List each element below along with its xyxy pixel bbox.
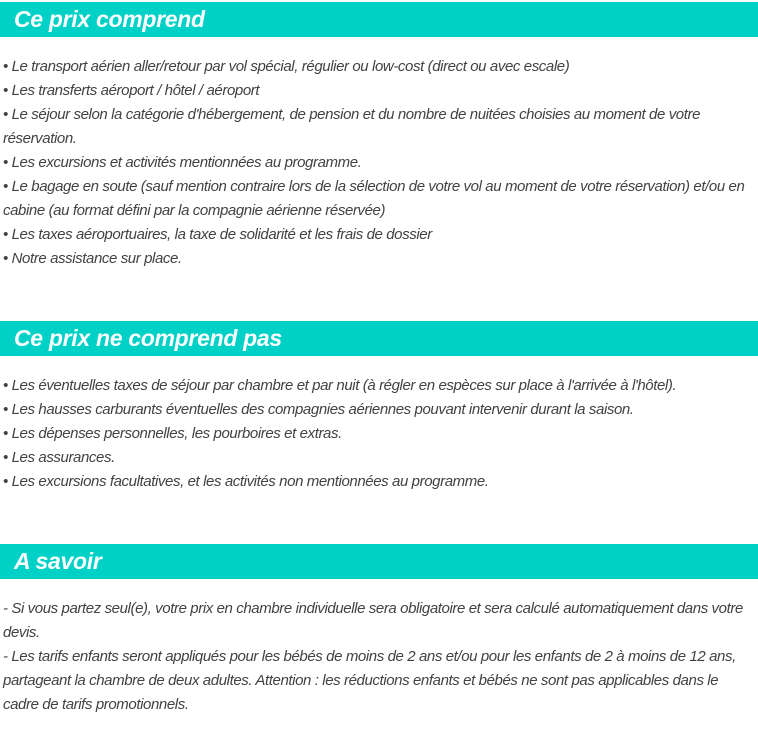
bullet-item: • Les transferts aéroport / hôtel / aéroport: [3, 82, 260, 99]
section-body-good-to-know: [0, 579, 758, 731]
bullet-item: • Les taxes aéroportuaires, la taxe de solidarité et les frais de dossier: [3, 226, 432, 243]
bullet-item: • Notre assistance sur place.: [3, 250, 182, 267]
section-good-to-know: [0, 544, 758, 731]
section-title: Ce prix comprend: [14, 6, 205, 32]
section-body-price-included: [0, 37, 758, 321]
section-price-not-included: [0, 321, 758, 544]
bullet-item: • Le transport aérien aller/retour par vol spécial, régulier ou low-cost (direct ou avec escale): [3, 58, 570, 75]
section-header-price-included: [0, 2, 758, 37]
bullet-item: • Les hausses carburants éventuelles des compagnies aériennes pouvant intervenir durant la saison.: [3, 401, 634, 418]
section-title: A savoir: [14, 548, 102, 574]
bullet-item: • Les dépenses personnelles, les pourboires et extras.: [3, 425, 342, 442]
section-price-included: [0, 2, 758, 321]
section-title: Ce prix ne comprend pas: [14, 325, 282, 351]
bullet-item: • Le séjour selon la catégorie d'hébergement, de pension et du nombre de nuitées choisies au moment de votre réservation.: [3, 106, 701, 147]
bullet-item: • Les excursions facultatives, et les activités non mentionnées au programme.: [3, 473, 489, 490]
bullet-item: • Les assurances.: [3, 449, 115, 466]
bullet-item: • Les éventuelles taxes de séjour par chambre et par nuit (à régler en espèces sur place à l'arrivée à l'hôtel).: [3, 377, 677, 394]
section-header-good-to-know: [0, 544, 758, 579]
section-header-price-not-included: [0, 321, 758, 356]
bullet-item: • Les excursions et activités mentionnées au programme.: [3, 154, 362, 171]
bullet-item: • Le bagage en soute (sauf mention contraire lors de la sélection de votre vol au moment de votre réservation) et/ou en cabine (au format défini par la compagnie aérienne réservée): [3, 178, 745, 219]
note-item: - Si vous partez seul(e), votre prix en chambre individuelle sera obligatoire et sera calculé automatiquement dans votre devis.: [3, 600, 743, 641]
section-body-price-not-included: [0, 356, 758, 544]
note-item: - Les tarifs enfants seront appliqués pour les bébés de moins de 2 ans et/ou pour les enfants de 2 à moins de 12 ans, partageant la chambre de deux adultes. Attention : les réductions enfants et bébés ne sont pas applicables dans le cadre de tarifs promotionnels.: [3, 648, 736, 713]
